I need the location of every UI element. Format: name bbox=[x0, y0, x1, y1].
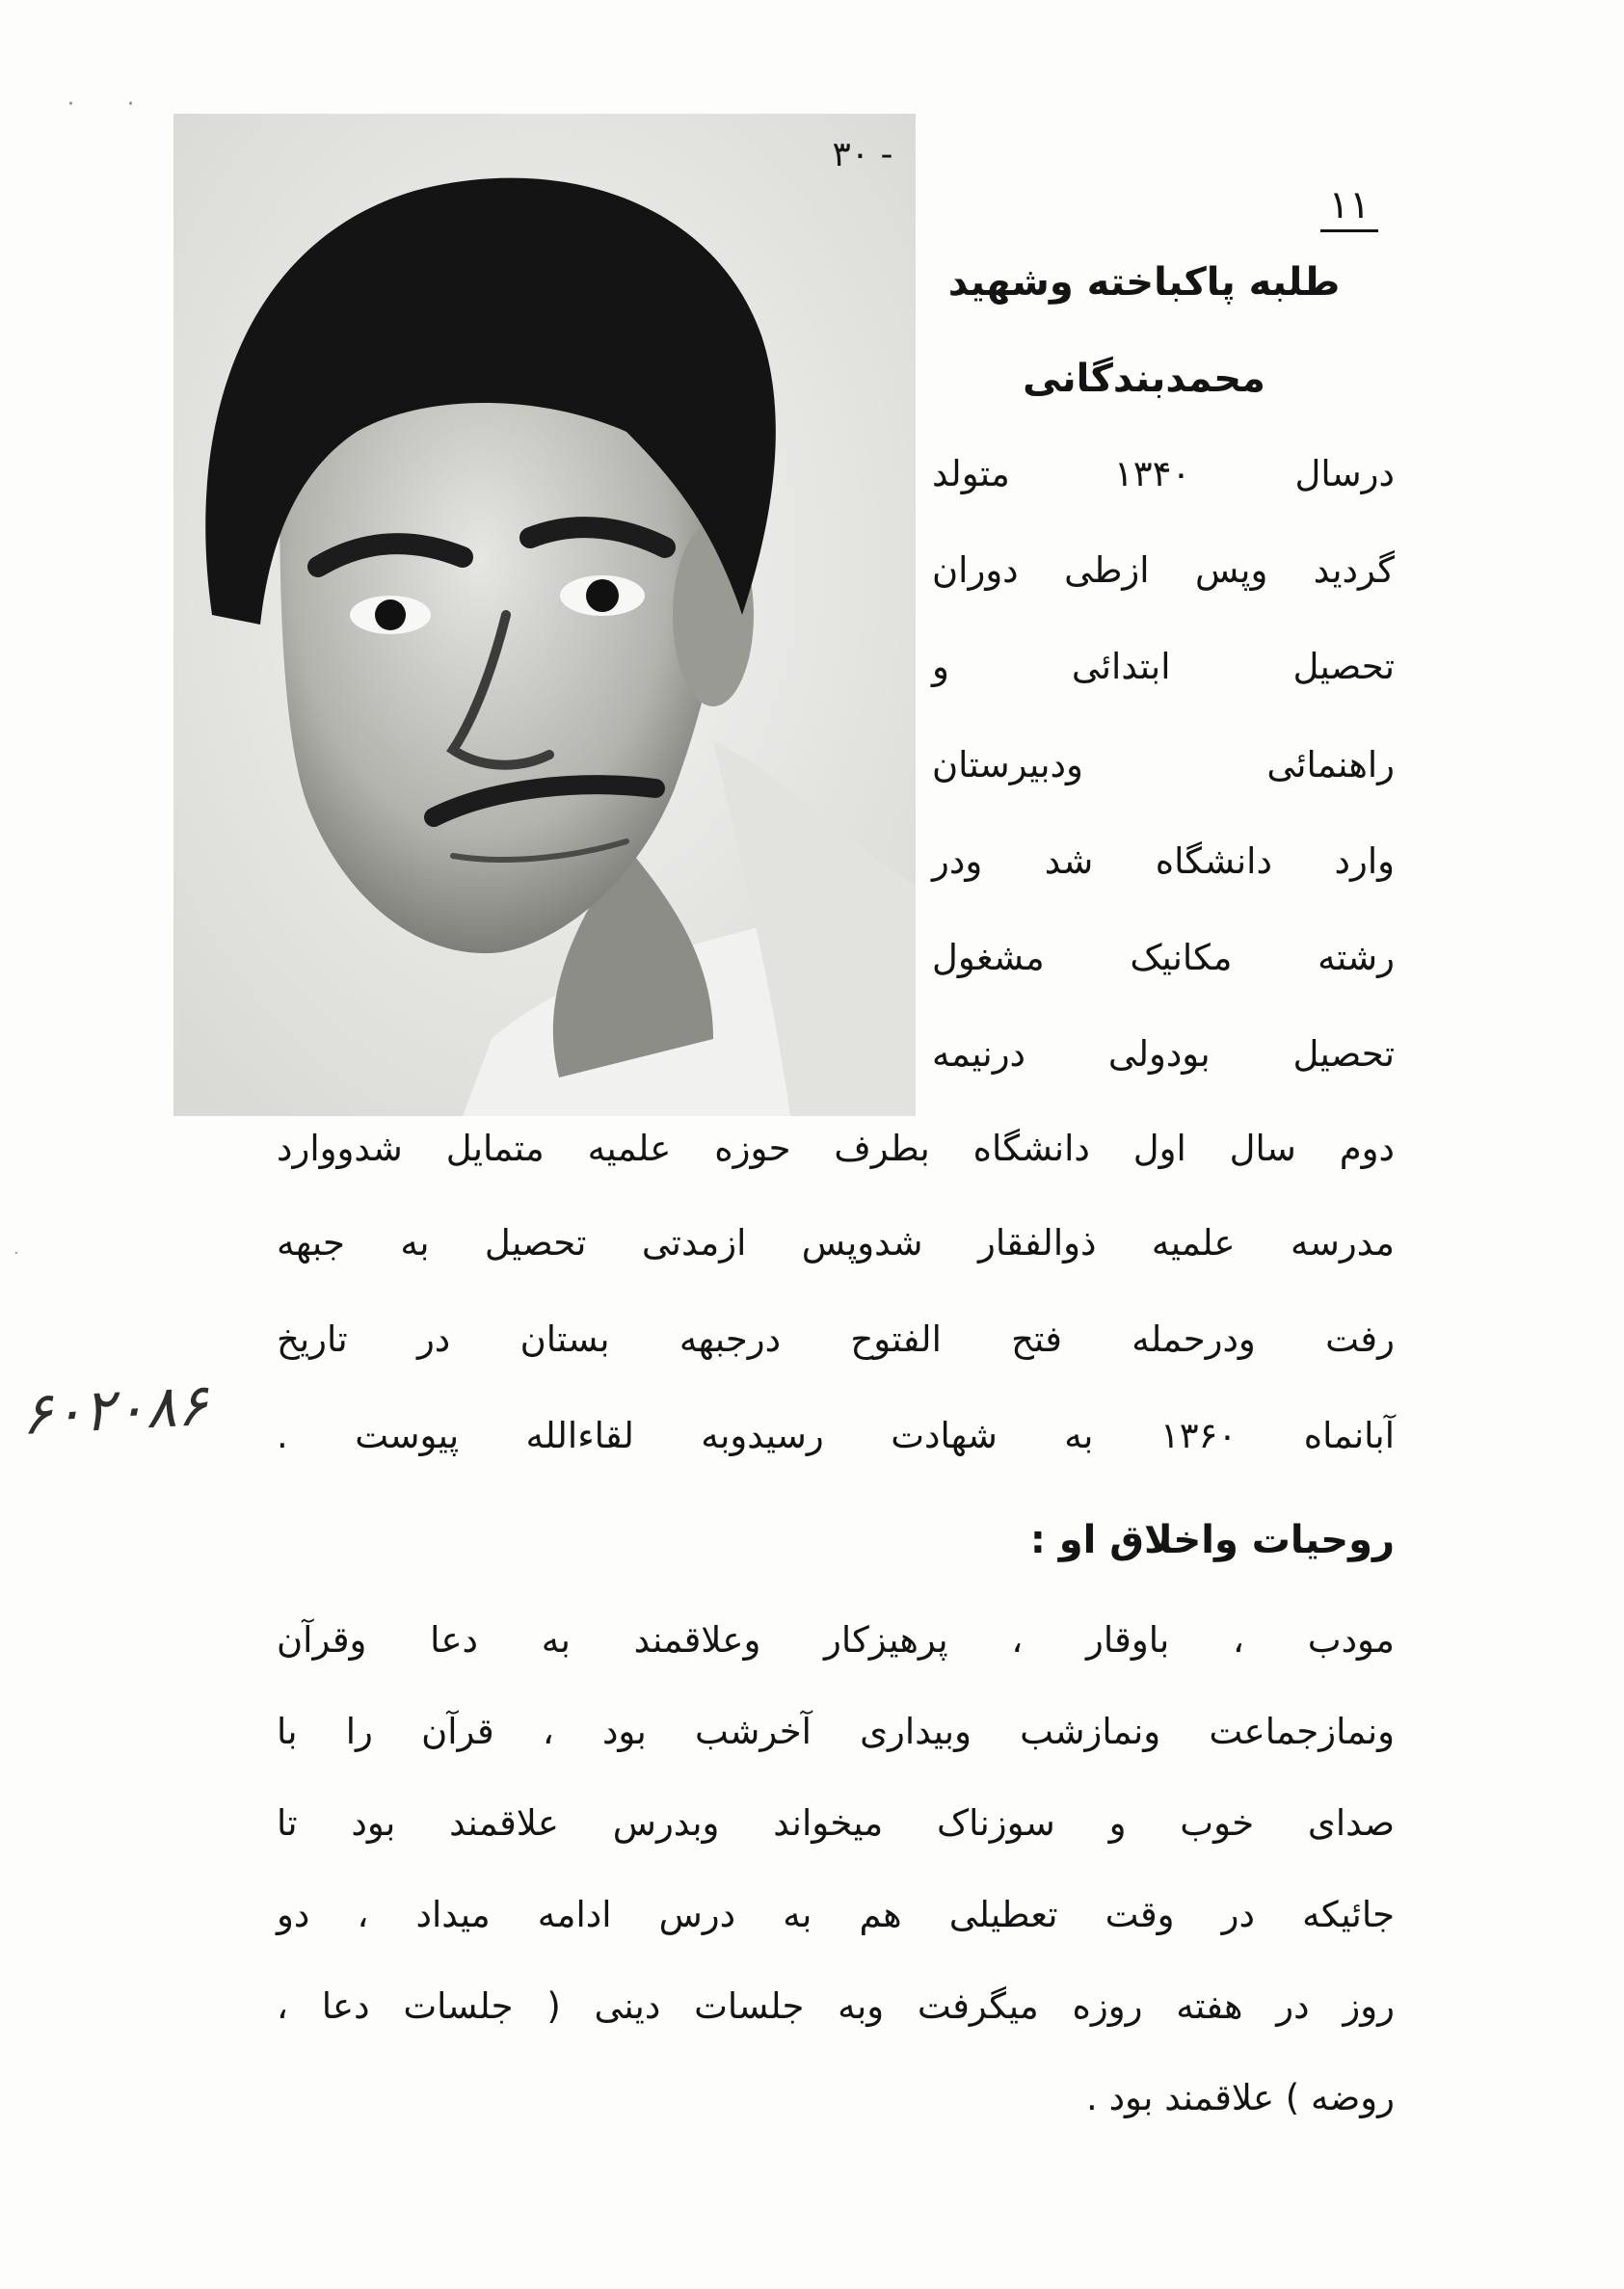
character-line: صدای خوب و سوزناک میخواند وبدرس علاقمند بود تا bbox=[277, 1802, 1395, 1844]
bio-line: رشته مکانیک مشغول bbox=[932, 937, 1395, 978]
bio-line: مدرسه علمیه ذوالفقار شدوپس ازمدتی تحصیل به جبهه bbox=[277, 1222, 1395, 1264]
bio-line: آبانماه ۱۳۶۰ به شهادت رسیدوبه لقاءالله پیوست . bbox=[277, 1415, 1395, 1456]
item-number: ۱۱ bbox=[1320, 183, 1378, 232]
bio-line: راهنمائی ودبیرستان bbox=[932, 744, 1395, 785]
portrait-photo bbox=[173, 114, 916, 1116]
bio-line: درسال ۱۳۴۰ متولد bbox=[932, 453, 1395, 494]
margin-dot: · bbox=[13, 1243, 19, 1264]
bio-line: گردید وپس ازطی دوران bbox=[932, 549, 1395, 591]
character-line: روضه ) علاقمند بود . bbox=[1086, 2077, 1395, 2118]
section-title: روحیات واخلاق او : bbox=[1029, 1518, 1395, 1562]
bio-line: تحصیل ابتدائی و bbox=[932, 646, 1395, 687]
bio-line: دوم سال اول دانشگاه بطرف حوزه علمیه متمایل شدووارد bbox=[277, 1128, 1395, 1169]
bio-line: رفت ودرحمله فتح الفتوح درجبهه بستان در تاریخ bbox=[277, 1318, 1395, 1360]
character-line: جائیکه در وقت تعطیلی هم به درس ادامه میداد ، دو bbox=[277, 1894, 1395, 1935]
page-number: - ۳۰ bbox=[832, 135, 893, 174]
title-line-2: محمدبندگانی bbox=[1023, 357, 1265, 401]
handwritten-archive-code: ۶۰۲۰۸۶ bbox=[19, 1371, 210, 1450]
character-line: ونمازجماعت ونمازشب وبیداری آخرشب بود ، قرآن را با bbox=[277, 1711, 1395, 1752]
title-line-1: طلبه پاکباخته وشهید bbox=[947, 260, 1341, 305]
character-line: روز در هفته روزه میگرفت وبه جلسات دینی ( جلسات دعا ، bbox=[277, 1985, 1395, 2027]
portrait-image bbox=[173, 114, 916, 1116]
bio-line: تحصیل بودولی درنیمه bbox=[932, 1033, 1395, 1075]
bio-line: وارد دانشگاه شد ودر bbox=[932, 840, 1395, 882]
corner-marks: · · bbox=[67, 93, 157, 117]
character-line: مودب ، باوقار ، پرهیزکار وعلاقمند به دعا وقرآن bbox=[277, 1619, 1395, 1661]
